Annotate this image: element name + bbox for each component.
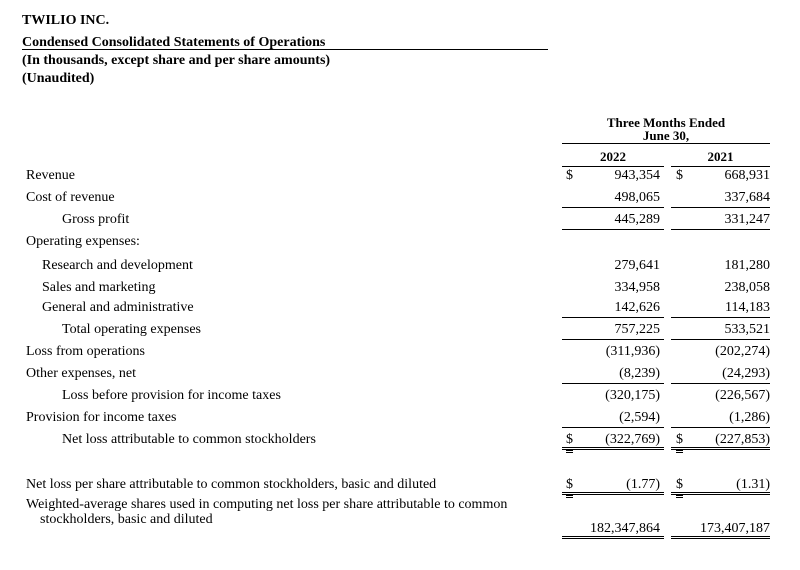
currency-symbol: $ [676, 430, 683, 453]
value-2021: 331,247 [671, 210, 770, 230]
value-2022: 445,289 [562, 210, 664, 230]
row-loss-from-operations [0, 342, 800, 362]
row-label: Total operating expenses [62, 322, 201, 337]
period-line-2: June 30, [642, 128, 690, 143]
row-label: Operating expenses: [26, 234, 140, 249]
currency-symbol: $ [566, 475, 573, 498]
value-2021: (1,286) [671, 408, 770, 428]
audit-note: (Unaudited) [22, 71, 95, 86]
row-loss-before-taxes [0, 386, 800, 406]
value-2022: (1.77) [562, 475, 664, 495]
row-label: Gross profit [62, 212, 130, 227]
weighted-shares-label-line-2: stockholders, basic and diluted [40, 512, 213, 527]
statement-title: Condensed Consolidated Statements of Operations [22, 34, 548, 50]
currency-symbol: $ [676, 475, 683, 498]
value-2021: (227,853) [671, 430, 770, 450]
value-2021: 533,521 [671, 320, 770, 340]
row-revenue [0, 166, 800, 186]
value-2021: 173,407,187 [671, 519, 770, 539]
value-2022: (8,239) [562, 364, 664, 384]
value-2021: 668,931 [724, 168, 770, 183]
value-2021: (226,567) [715, 388, 770, 403]
value-2021: 238,058 [724, 280, 770, 295]
value-2022: 498,065 [562, 188, 664, 208]
row-cost-of-revenue [0, 188, 800, 208]
row-label: Provision for income taxes [26, 410, 177, 425]
row-label: Loss before provision for income taxes [62, 388, 281, 403]
currency-symbol: $ [566, 168, 573, 183]
year-header-2022: 2022 [600, 149, 626, 164]
units-note: (In thousands, except share and per share amounts) [22, 53, 331, 68]
value-2021: 114,183 [671, 298, 770, 318]
row-net-loss [0, 430, 800, 450]
period-rule [562, 143, 770, 144]
weighted-shares-label-line-1: Weighted-average shares used in computing net loss per share attributable to common [26, 497, 508, 512]
row-label: Loss from operations [26, 344, 145, 359]
row-sales-marketing [0, 278, 800, 298]
row-label: Other expenses, net [26, 366, 137, 381]
row-provision-income-taxes [0, 408, 800, 428]
currency-symbol: $ [676, 168, 683, 183]
row-general-administrative [0, 298, 800, 318]
value-2021: (24,293) [671, 364, 770, 384]
value-2022: (311,936) [605, 344, 660, 359]
value-2022: 757,225 [562, 320, 664, 340]
row-total-operating-expenses [0, 320, 800, 340]
value-2021: 337,684 [671, 188, 770, 208]
row-gross-profit [0, 210, 800, 230]
year-header-2021: 2021 [707, 149, 734, 164]
value-2021: (202,274) [715, 344, 770, 359]
row-weighted-shares [0, 519, 800, 539]
row-label: Cost of revenue [26, 190, 115, 205]
row-other-expenses [0, 364, 800, 384]
row-label: Sales and marketing [42, 280, 156, 295]
value-2022: 334,958 [614, 280, 660, 295]
value-2022: (322,769) [562, 430, 664, 450]
value-2022: 182,347,864 [562, 519, 664, 539]
row-label: Net loss per share attributable to common stockholders, basic and diluted [26, 477, 437, 492]
value-2022: 943,354 [614, 168, 660, 183]
row-label: Research and development [42, 258, 193, 273]
row-operating-expenses-heading [0, 232, 800, 252]
row-research-development [0, 256, 800, 276]
value-2021: (1.31) [671, 475, 770, 495]
row-label: Revenue [26, 168, 75, 183]
value-2021: 181,280 [724, 258, 770, 273]
value-2022: 142,626 [562, 298, 664, 318]
row-net-loss-per-share [0, 475, 800, 495]
currency-symbol: $ [566, 430, 573, 453]
period-line-1: Three Months Ended [606, 115, 726, 130]
row-label: General and administrative [42, 300, 194, 315]
period-header [562, 116, 770, 142]
value-2022: 279,641 [614, 258, 660, 273]
value-2022: (2,594) [562, 408, 664, 428]
row-label: Net loss attributable to common stockholders [62, 432, 316, 447]
company-name: TWILIO INC. [22, 13, 110, 28]
value-2022: (320,175) [605, 388, 660, 403]
